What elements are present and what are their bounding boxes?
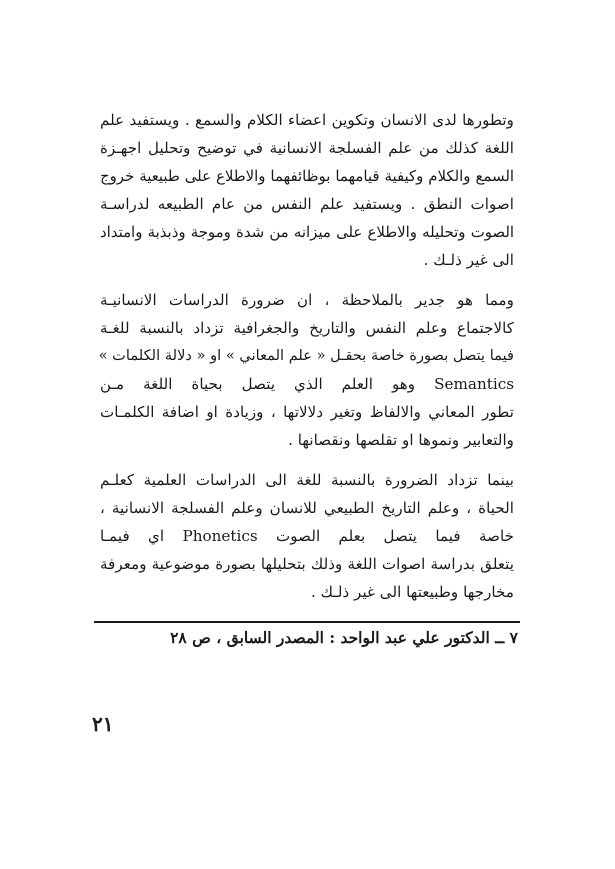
paragraph-1-line-4: اصوات النطق . ويستفيد علم النفس من عام الطبيعه لدراسـة xyxy=(100,195,514,213)
paragraph-2-line-6: والتعابير ونموها او تقلصها ونقصانها . xyxy=(288,431,514,449)
paragraph-1-line-3: السمع والكلام وكيفية قيامهما بوظائفهما والاطلاع على طبيعية خروج xyxy=(100,167,514,185)
paragraph-1-line-5: الصوت وتحليله والاطلاع على ميزانه من شدة وموجة وذبذبة وامتداد xyxy=(100,223,514,241)
paragraph-3-line-4: يتعلق بدراسة اصوات اللغة وذلك بتحليلها بصورة موضوعية ومعرفة xyxy=(100,555,514,573)
paragraph-1-line-6: الى غير ذلـك . xyxy=(423,251,514,269)
paragraph-1-line-2: اللغة كذلك من علم الفسلجة الانسانية في توضيح وتحليل اجهـزة xyxy=(100,139,514,157)
paragraph-2-line-3: فيما يتصل بصورة خاصة بحقـل « علم المعاني » او « دلالة الكلمات » xyxy=(98,347,514,364)
paragraph-3-line-2: الحياة ، وعلم التاريخ الطبيعي للانسان وعلم الفسلجة الانسانية ، xyxy=(100,499,514,517)
paragraph-3-line-1: بينما تزداد الضرورة بالنسبة للغة الى الدراسات العلمية كعلـم xyxy=(100,471,514,489)
paragraph-2-line-1: ومما هو جدير بالملاحظة ، ان ضرورة الدراسات الانسانيـة xyxy=(100,291,514,309)
paragraph-2-line-4: Semantics وهو العلم الذي يتصل بحياة اللغة مـن xyxy=(100,375,514,393)
footnote-rule xyxy=(94,621,520,623)
footnote: ٧ ــ الدكتور علي عبد الواحد : المصدر السابق ، ص ٢٨ xyxy=(170,628,518,647)
paragraph-2-line-2: كالاجتماع وعلم النفس والتاريخ والجغرافية تزداد بالنسبة للغـة xyxy=(100,319,514,337)
paragraph-1-line-1: وتطورها لدى الانسان وتكوين اعضاء الكلام والسمع . ويستفيد علم xyxy=(100,111,514,129)
paragraph-3-line-3: خاصة فيما يتصل بعلم الصوت Phonetics اي فيمـا xyxy=(100,527,514,545)
paragraph-3-line-5: مخارجها وطبيعتها الى غير ذلـك . xyxy=(310,583,514,601)
page-number: ٢١ xyxy=(92,712,114,736)
paragraph-2-line-5: تطور المعاني والالفاظ وتغير دلالاتها ، وزيادة او اضافة الكلمـات xyxy=(100,403,514,421)
